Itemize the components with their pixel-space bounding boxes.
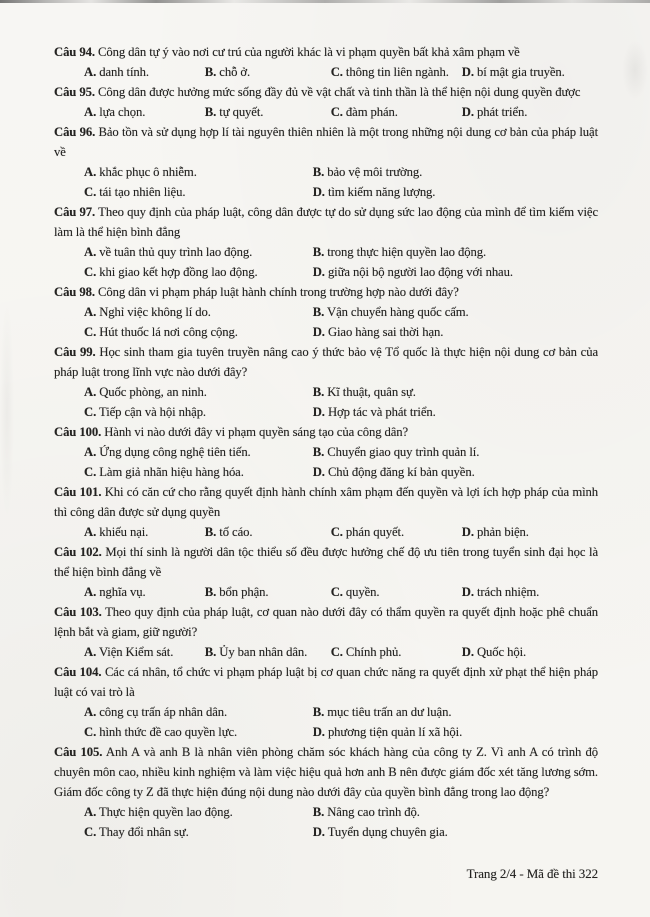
option-text: khi giao kết hợp đồng lao động.: [99, 265, 258, 279]
option-letter: B.: [312, 705, 325, 719]
option-text: quyền.: [345, 585, 380, 599]
option-text: Quốc phòng, an ninh.: [99, 385, 207, 399]
option-a: [84, 702, 313, 722]
options-row: [54, 242, 598, 282]
question-101: [54, 482, 598, 542]
option-text: Hút thuốc lá nơi công cộng.: [99, 325, 238, 339]
option-text: phán quyết.: [345, 525, 405, 539]
option-b: [205, 62, 331, 82]
option-letter: C.: [330, 105, 343, 119]
question-98: [54, 282, 598, 342]
option-letter: B.: [312, 165, 325, 179]
option-text: về tuân thủ quy trình lao động.: [99, 245, 253, 259]
option-b: [313, 802, 598, 822]
option-c: [331, 62, 462, 82]
page-footer: Trang 2/4 - Mã đề thi 322: [466, 866, 598, 881]
question-number: Câu 97.: [54, 205, 96, 219]
question-100: [54, 422, 598, 482]
option-text: giữa nội bộ người lao động với nhau.: [327, 265, 513, 279]
option-text: Hợp tác và phát triển.: [327, 405, 436, 419]
option-a: [84, 642, 205, 662]
option-letter: A.: [84, 705, 97, 719]
question-text: [54, 602, 598, 642]
option-text: phát triển.: [476, 105, 528, 119]
option-letter: A.: [84, 525, 97, 539]
option-letter: C.: [330, 525, 343, 539]
question-body: Công dân tự ý vào nơi cư trú của người khác là vi phạm quyền bất khả xâm phạm về: [97, 45, 520, 59]
option-letter: B.: [312, 245, 325, 259]
option-text: Viện Kiểm sát.: [98, 645, 174, 659]
question-number: Câu 96.: [54, 125, 96, 139]
option-text: trong thực hiện quyền lao động.: [327, 245, 487, 259]
option-b: [313, 162, 598, 182]
option-text: Thực hiện quyền lao động.: [98, 805, 233, 819]
question-body: Theo quy định của pháp luật, công dân được tự do sử dụng sức lao động của mình để tìm kiếm việc làm là thể hiện bình đẳng: [54, 205, 598, 239]
option-letter: D.: [312, 405, 325, 419]
question-body: Các cá nhân, tổ chức vi phạm pháp luật bị cơ quan chức năng ra quyết định xử phạt thể hiện pháp luật có vai trò là: [54, 665, 599, 699]
option-letter: A.: [84, 385, 97, 399]
question-number: Câu 95.: [54, 85, 95, 99]
options-row: [54, 302, 598, 342]
option-letter: C.: [84, 465, 97, 479]
option-letter: C.: [330, 645, 343, 659]
option-c: [84, 322, 313, 342]
question-text: [54, 482, 598, 522]
option-letter: D.: [312, 725, 325, 739]
option-d: [313, 182, 598, 202]
question-body: Công dân được hưởng mức sống đầy đủ về vật chất và tinh thần là thể hiện nội dung quyền được: [97, 85, 581, 99]
question-number: Câu 103.: [54, 605, 102, 619]
option-text: danh tính.: [99, 65, 149, 79]
option-text: Tiếp cận và hội nhập.: [98, 405, 207, 419]
option-b: [313, 382, 598, 402]
question-number: Câu 101.: [54, 485, 102, 499]
option-letter: A.: [84, 65, 97, 79]
option-text: phương tiện quản lí xã hội.: [327, 725, 463, 739]
option-letter: D.: [312, 325, 325, 339]
option-letter: B.: [312, 445, 325, 459]
option-letter: A.: [84, 585, 97, 599]
option-text: Vận chuyển hàng quốc cấm.: [327, 305, 469, 319]
question-body: Mọi thí sinh là người dân tộc thiểu số đều được hưởng chế độ ưu tiên trong tuyển sinh đại học là thể hiện bình đẳng về: [54, 545, 599, 579]
option-c: [331, 102, 462, 122]
question-text: [54, 742, 598, 802]
question-104: [54, 662, 598, 742]
option-letter: A.: [84, 445, 97, 459]
question-102: [54, 542, 598, 602]
question-body: Bảo tồn và sử dụng hợp lí tài nguyên thiên nhiên là một trong những nội dung cơ bản của pháp luật về: [54, 125, 598, 159]
question-body: Công dân vi phạm pháp luật hành chính trong trường hợp nào dưới đây?: [97, 285, 459, 299]
question-105: [54, 742, 598, 842]
option-c: [84, 402, 313, 422]
option-text: Giao hàng sai thời hạn.: [327, 325, 444, 339]
option-text: khiếu nại.: [99, 525, 149, 539]
option-text: Nâng cao trình độ.: [327, 805, 420, 819]
option-letter: A.: [84, 305, 97, 319]
option-text: thông tin liên ngành.: [345, 65, 449, 79]
scan-smudge: [622, 40, 648, 100]
option-text: phản biện.: [476, 525, 529, 539]
option-text: tái tạo nhiên liệu.: [99, 185, 186, 199]
option-text: Ủy ban nhân dân.: [219, 645, 308, 659]
option-d: [313, 462, 598, 482]
options-row: [54, 522, 598, 542]
question-body: Hành vi nào dưới đây vi phạm quyền sáng tạo của công dân?: [104, 425, 409, 439]
option-text: đàm phán.: [345, 105, 398, 119]
option-text: mục tiêu trấn an dư luận.: [327, 705, 452, 719]
option-text: trách nhiệm.: [476, 585, 540, 599]
question-text: [54, 122, 598, 162]
option-text: lựa chọn.: [99, 105, 146, 119]
option-text: Ứng dụng công nghệ tiên tiến.: [99, 445, 251, 459]
option-letter: D.: [461, 65, 474, 79]
options-row: [54, 162, 598, 202]
option-letter: A.: [84, 245, 97, 259]
option-text: bổn phận.: [219, 585, 269, 599]
option-b: [205, 642, 331, 662]
option-a: [84, 382, 313, 402]
option-letter: B.: [204, 65, 217, 79]
option-letter: D.: [461, 585, 474, 599]
option-letter: D.: [312, 825, 325, 839]
options-row: [54, 62, 598, 82]
option-letter: C.: [330, 65, 343, 79]
option-a: [84, 582, 205, 602]
question-body: Khi có căn cứ cho rằng quyết định hành chính xâm phạm đến quyền và lợi ích hợp pháp của mình thì công dân được sử dụng quyền: [54, 485, 599, 519]
option-b: [205, 582, 331, 602]
option-d: [313, 822, 598, 842]
question-95: [54, 82, 598, 122]
option-letter: B.: [204, 645, 217, 659]
question-text: [54, 202, 598, 242]
option-text: bí mật gia truyền.: [476, 65, 565, 79]
question-text: [54, 82, 598, 102]
question-text: [54, 542, 598, 582]
option-text: Làm giả nhãn hiệu hàng hóa.: [99, 465, 244, 479]
option-letter: B.: [204, 525, 217, 539]
option-text: Thay đổi nhân sự.: [98, 825, 189, 839]
question-list: [54, 42, 598, 842]
option-d: [462, 522, 598, 542]
option-b: [313, 242, 598, 262]
option-letter: B.: [312, 305, 325, 319]
options-row: [54, 102, 598, 122]
option-letter: A.: [84, 645, 97, 659]
question-number: Câu 105.: [54, 745, 103, 759]
option-text: Chủ động đăng kí bản quyền.: [327, 465, 475, 479]
option-c: [84, 262, 313, 282]
option-letter: C.: [84, 325, 97, 339]
option-letter: B.: [204, 585, 217, 599]
option-a: [84, 242, 313, 262]
question-94: [54, 42, 598, 82]
option-letter: A.: [84, 105, 97, 119]
options-row: [54, 582, 598, 602]
options-row: [54, 642, 598, 662]
option-text: Chính phủ.: [345, 645, 402, 659]
option-text: Quốc hội.: [476, 645, 527, 659]
option-a: [84, 442, 313, 462]
option-text: bảo vệ môi trường.: [327, 165, 423, 179]
option-d: [462, 642, 598, 662]
option-b: [205, 102, 331, 122]
option-letter: C.: [84, 825, 97, 839]
option-text: Nghỉ việc không lí do.: [99, 305, 211, 319]
question-number: Câu 104.: [54, 665, 102, 679]
option-letter: C.: [84, 265, 97, 279]
option-d: [313, 722, 598, 742]
option-a: [84, 102, 205, 122]
option-a: [84, 62, 205, 82]
option-text: khắc phục ô nhiễm.: [99, 165, 197, 179]
option-text: hình thức đề cao quyền lực.: [99, 725, 238, 739]
option-letter: C.: [84, 725, 97, 739]
option-text: tự quyết.: [219, 105, 264, 119]
option-letter: D.: [461, 105, 474, 119]
question-number: Câu 102.: [54, 545, 102, 559]
option-letter: D.: [312, 185, 325, 199]
options-row: [54, 702, 598, 742]
option-letter: B.: [312, 805, 325, 819]
question-body: Học sinh tham gia tuyên truyền nâng cao ý thức bảo vệ Tổ quốc là thực hiện nội dung cơ bản của pháp luật trong lĩnh vực nào dưới đây?: [54, 345, 598, 379]
question-text: [54, 662, 598, 702]
question-103: [54, 602, 598, 662]
question-number: Câu 98.: [54, 285, 95, 299]
option-d: [313, 322, 598, 342]
scan-smudge: [0, 300, 14, 520]
option-text: Chuyển giao quy trình quản lí.: [327, 445, 480, 459]
option-letter: D.: [312, 265, 325, 279]
option-letter: D.: [312, 465, 325, 479]
option-d: [313, 402, 598, 422]
question-text: [54, 342, 598, 382]
option-a: [84, 802, 313, 822]
option-c: [84, 462, 313, 482]
option-b: [313, 442, 598, 462]
option-d: [462, 102, 598, 122]
option-letter: D.: [461, 525, 474, 539]
option-c: [331, 642, 462, 662]
option-b: [313, 702, 598, 722]
question-number: Câu 94.: [54, 45, 95, 59]
option-b: [313, 302, 598, 322]
option-a: [84, 162, 313, 182]
option-d: [462, 582, 598, 602]
options-row: [54, 442, 598, 482]
option-text: Tuyển dụng chuyên gia.: [327, 825, 448, 839]
question-97: [54, 202, 598, 282]
option-d: [462, 62, 598, 82]
option-c: [84, 822, 313, 842]
option-text: tố cáo.: [219, 525, 253, 539]
options-row: [54, 802, 598, 842]
option-letter: B.: [204, 105, 217, 119]
option-d: [313, 262, 598, 282]
option-b: [205, 522, 331, 542]
question-number: Câu 99.: [54, 345, 96, 359]
option-letter: B.: [312, 385, 325, 399]
question-number: Câu 100.: [54, 425, 102, 439]
scan-edge-artifact: [0, 0, 650, 3]
option-text: chỗ ở.: [219, 65, 251, 79]
option-text: nghĩa vụ.: [99, 585, 146, 599]
question-96: [54, 122, 598, 202]
options-row: [54, 382, 598, 422]
option-letter: D.: [461, 645, 474, 659]
option-letter: A.: [84, 805, 97, 819]
option-c: [331, 522, 462, 542]
option-text: Kĩ thuật, quân sự.: [327, 385, 416, 399]
option-c: [84, 722, 313, 742]
option-text: tìm kiếm năng lượng.: [327, 185, 436, 199]
option-letter: C.: [84, 405, 97, 419]
question-text: [54, 422, 598, 442]
option-a: [84, 522, 205, 542]
question-text: [54, 282, 598, 302]
question-99: [54, 342, 598, 422]
option-letter: C.: [84, 185, 97, 199]
question-body: Anh A và anh B là nhân viên phòng chăm sóc khách hàng của công ty Z. Vì anh A có trình độ chuyên môn cao, nhiều kinh nghiệm và làm việc hiệu quả hơn anh B nên được giám đốc xét tăng lương sớm. Giám đốc công ty Z đã thực hiện đúng nội dung nào dưới đây của quyền bình đẳng trong lao động?: [54, 745, 599, 799]
option-letter: C.: [330, 585, 343, 599]
option-letter: A.: [84, 165, 97, 179]
option-a: [84, 302, 313, 322]
question-body: Theo quy định của pháp luật, cơ quan nào dưới đây có thẩm quyền ra quyết định hoặc phê chuẩn lệnh bắt và giam, giữ người?: [54, 605, 598, 639]
question-text: [54, 42, 598, 62]
option-text: công cụ trấn áp nhân dân.: [99, 705, 228, 719]
option-c: [84, 182, 313, 202]
option-c: [331, 582, 462, 602]
